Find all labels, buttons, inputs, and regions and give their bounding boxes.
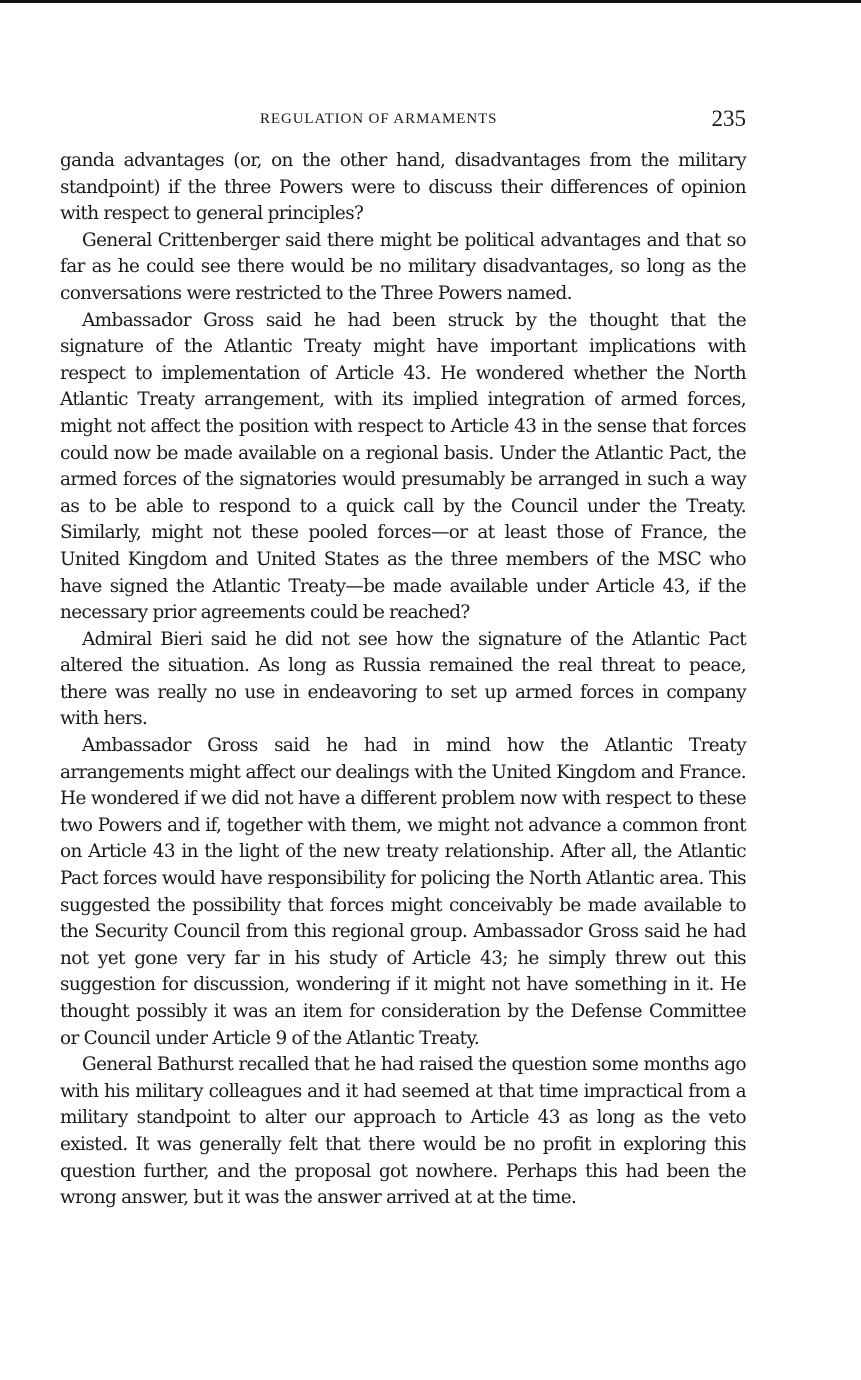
paragraph-crittenberger: General Crittenberger said there might be political advantages and that so far as he could see there would be no military disadvantages, so long as the conversations were restricted to the Three Powers named.	[60, 229, 746, 304]
running-head	[60, 108, 746, 134]
paragraph-gross-article-43: Ambassador Gross said he had been struck by the thought that the signature of the Atlantic Treaty might have important implications with respect to implementation of Article 43. He wondered whether the North Atlantic Treaty arrangement, with its implied integration of armed forces, might not affect the position with respect to Article 43 in the sense that forces could now be made available on a regional basis. Under the Atlantic Pact, the armed forces of the signatories would presumably be arranged in such a way as to be able to respond to a quick call by the Council under the Treaty. Similarly, might not these pooled forces—or at least those of France, the United Kingdom and United States as the three members of the MSC who have signed the Atlantic Treaty—be made available under Article 43, if the necessary prior agreements could be reached?	[60, 309, 746, 624]
body-text	[60, 148, 746, 1212]
page-number: 235	[711, 106, 746, 131]
paragraph-bieri: Admiral Bieri said he did not see how the signature of the Atlantic Pact altered the situation. As long as Russia remained the real threat to peace, there was really no use in endeavoring to set up armed forces in company with hers.	[60, 628, 746, 730]
paragraph-gross-regional-forces: Ambassador Gross said he had in mind how the Atlantic Treaty arrangements might affect our dealings with the United Kingdom and France. He wondered if we did not have a different problem now with respect to these two Powers and if, together with them, we might not advance a common front on Article 43 in the light of the new treaty relationship. After all, the Atlantic Pact forces would have responsibility for policing the North Atlantic area. This suggested the possibility that forces might conceivably be made available to the Security Council from this regional group. Ambassador Gross said he had not yet gone very far in his study of Article 43; he simply threw out this suggestion for discussion, wondering if it might not have something in it. He thought possibly it was an item for consideration by the Defense Committee or Council under Article 9 of the Atlantic Treaty.	[60, 735, 746, 1049]
running-title: REGULATION OF ARMAMENTS	[260, 111, 498, 127]
page-top-edge	[0, 0, 861, 3]
paragraph-continued: ganda advantages (or, on the other hand, disadvantages from the military standpoint) if the three Powers were to discuss their differences of opinion with respect to general principles?	[60, 150, 746, 225]
paragraph-bathurst: General Bathurst recalled that he had raised the question some months ago with his military colleagues and it had seemed at that time impractical from a military standpoint to alter our approach to Article 43 as long as the veto existed. It was generally felt that there would be no profit in exploring this question further, and the proposal got nowhere. Perhaps this had been the wrong answer, but it was the answer arrived at at the time.	[60, 1054, 746, 1209]
